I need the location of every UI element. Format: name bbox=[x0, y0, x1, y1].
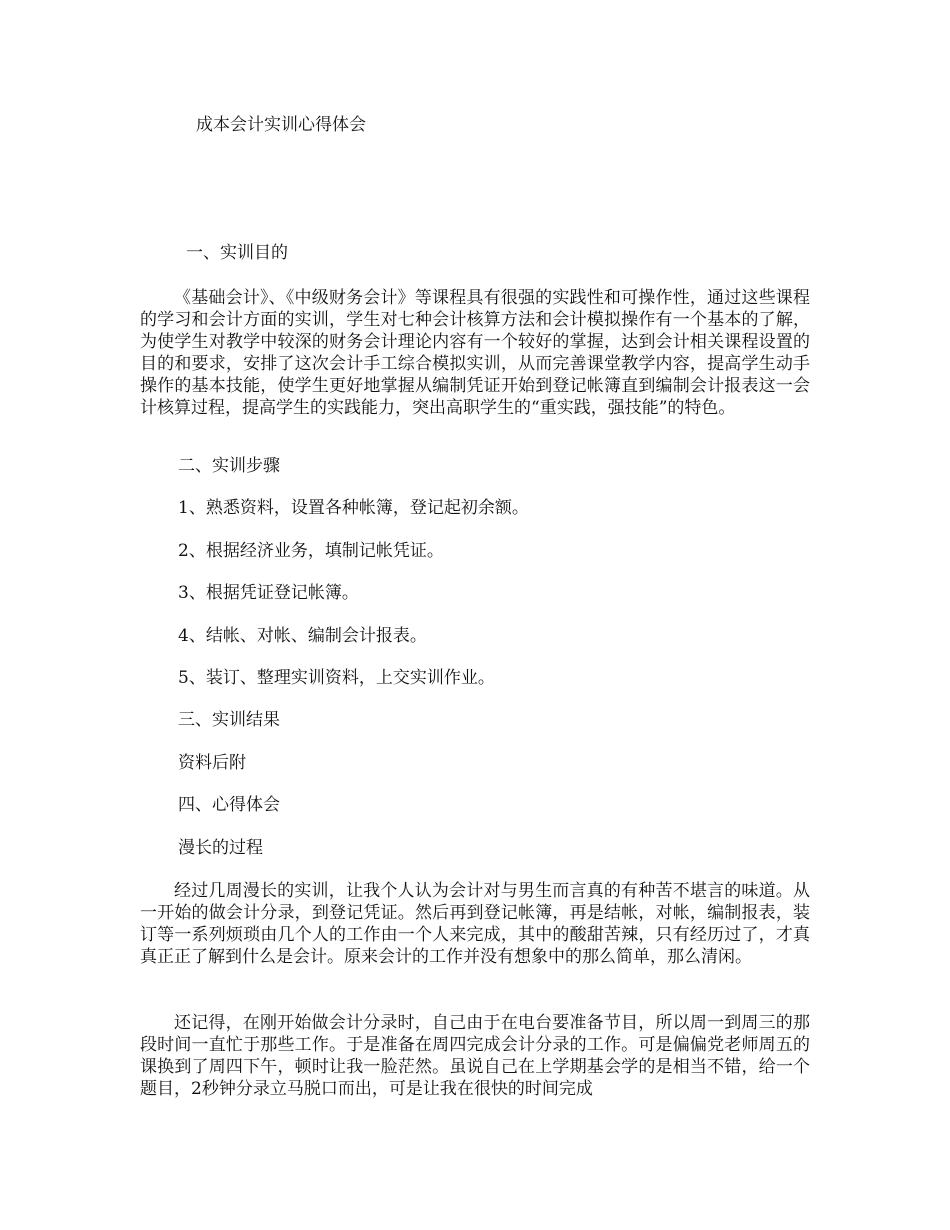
results-text: 资料后附 bbox=[178, 753, 246, 773]
step-item: 1、熟悉资料，设置各种帐簿，登记起初余额。 bbox=[178, 498, 529, 518]
step-item: 4、结帐、对帐、编制会计报表。 bbox=[178, 626, 427, 646]
objective-paragraph: 《基础会计》、《中级财务会计》等课程具有很强的实践性和可操作性，通过这些课程的学习和会计方面的实训，学生对七种会计核算方法和会计模拟操作有一个基本的了解，为使学生对教学中较深的财务会计理论内容有一个较好的掌握，达到会计相关课程设置的目的和要求，安排了这次会计手工综合模拟实训，从而完善课堂教学内容，提高学生动手操作的基本技能，使学生更好地掌握从编制凭证开始到登记帐簿直到编制会计报表这一会计核算过程，提高学生的实践能力，突出高职学生的“重实践，强技能”的特色。 bbox=[140, 288, 810, 418]
section-heading-reflections: 四、心得体会 bbox=[178, 795, 280, 815]
reflection-paragraph: 还记得，在刚开始做会计分录时，自己由于在电台要准备节目，所以周一到周三的那段时间一直忙于那些工作。于是准备在周四完成会计分录的工作。可是偏偏党老师周五的课换到了周四下午，顿时让我一脸茫然。虽说自己在上学期基会学的是相当不错，给一个题目，2秒钟分录立马脱口而出，可是让我在很快的时间完成 bbox=[140, 1013, 810, 1099]
reflection-paragraph: 经过几周漫长的实训，让我个人认为会计对与男生而言真的有种苦不堪言的味道。从一开始的做会计分录，到登记凭证。然后再到登记帐簿，再是结帐，对帐，编制报表，装订等一系列烦琐由几个人的工作由一个人来完成，其中的酸甜苦辣，只有经历过了，才真真正正了解到什么是会计。原来会计的工作并没有想象中的那么简单，那么清闲。 bbox=[140, 881, 810, 967]
step-item: 5、装订、整理实训资料，上交实训作业。 bbox=[178, 668, 495, 688]
section-heading-objective: 一、实训目的 bbox=[186, 243, 288, 263]
reflections-subtitle: 漫长的过程 bbox=[178, 838, 263, 858]
document-title: 成本会计实训心得体会 bbox=[196, 115, 366, 135]
step-item: 2、根据经济业务，填制记帐凭证。 bbox=[178, 541, 444, 561]
section-heading-results: 三、实训结果 bbox=[178, 710, 280, 730]
section-heading-steps: 二、实训步骤 bbox=[178, 456, 280, 476]
step-item: 3、根据凭证登记帐簿。 bbox=[178, 583, 359, 603]
